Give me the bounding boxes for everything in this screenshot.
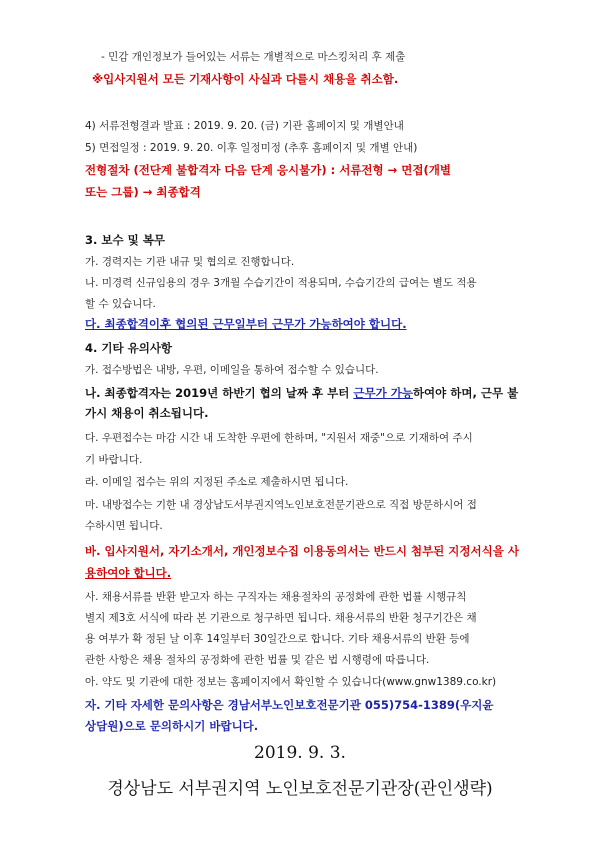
notice-item-ba-line1: 바. 입사지원서, 자기소개서, 개인정보수집 이용동의서는 반드시 첨부된 지정서식을 사 — [85, 544, 519, 558]
notice-item-da-line2: 기 바랍니다. — [85, 454, 143, 466]
notice-item-sa-line3: 용 여부가 확 정된 날 이후 14일부터 30일간으로 합니다. 기타 채용서류의 반환 등에 — [85, 633, 470, 645]
contact-info-line2: 상담원)으로 문의하시기 바랍니다. — [85, 719, 259, 733]
notice-item-na-highlight: 근무가 가능 — [353, 386, 413, 400]
masking-note: - 민감 개인정보가 들어있는 서류는 개별적으로 마스킹처리 후 제출 — [101, 51, 406, 63]
notice-item-ra: 라. 이메일 접수는 위의 지정된 주소로 제출하시면 됩니다. — [85, 476, 349, 488]
notice-item-na-tail: 하여야 하며, 근무 불 — [412, 386, 519, 400]
notice-item-sa-line1: 사. 채용서류를 반환 받고자 하는 구직자는 채용절차의 공정화에 관한 법률 시행규칙 — [85, 591, 467, 603]
issuing-organization: 경상남도 서부권지역 노인보호전문기관장(관인생략) — [107, 779, 493, 799]
notice-item-na-line2: 가시 채용이 취소됩니다. — [85, 406, 209, 420]
interview-schedule: 5) 면접일정 : 2019. 9. 20. 이후 일정미정 (추후 홈페이지 및 개별 안내) — [85, 142, 418, 154]
notice-item-na-line1 — [85, 385, 518, 401]
announcement-date: 2019. 9. 3. — [254, 743, 346, 763]
notice-item-ma-line1: 마. 내방접수는 기한 내 경상남도서부권지역노인보호전문기관으로 직접 방문하시어 접 — [85, 499, 477, 511]
notice-item-a: 아. 약도 및 기관에 대한 정보는 홈페이지에서 확인할 수 있습니다(www.gnw1389.co.kr) — [85, 676, 497, 688]
notice-item-sa-line2: 별지 제3호 서식에 따라 본 기관으로 청구하면 됩니다. 채용서류의 반환 청구기간은 채 — [85, 612, 477, 624]
section-3-heading: 3. 보수 및 복무 — [85, 233, 165, 247]
selection-process-line2: 또는 그룹) → 최종합격 — [85, 185, 201, 199]
salary-item-na-line2: 할 수 있습니다. — [85, 298, 156, 310]
document-result-notice: 4) 서류전형결과 발표 : 2019. 9. 20. (금) 기관 홈페이지 및 개별안내 — [85, 120, 404, 132]
salary-item-na-line1: 나. 미경력 신규임용의 경우 3개월 수습기간이 적용되며, 수습기간의 급여는 별도 적용 — [85, 277, 477, 289]
salary-item-ga: 가. 경력지는 기관 내규 및 협의로 진행합니다. — [85, 256, 295, 268]
section-4-heading: 4. 기타 유의사항 — [85, 341, 173, 355]
notice-item-ga: 가. 접수방법은 내방, 우편, 이메일을 통하여 접수할 수 있습니다. — [85, 364, 379, 376]
notice-item-na-text: 나. 최종합격자는 2019년 하반기 협의 날짜 후 부터 — [85, 386, 354, 400]
false-info-warning: ※입사지원서 모든 기재사항이 사실과 다를시 채용을 취소함. — [92, 72, 399, 86]
notice-item-da-line1: 다. 우편접수는 마감 시간 내 도착한 우편에 한하며, "지원서 재중"으로 기재하여 주시 — [85, 432, 473, 444]
salary-item-da: 다. 최종합격이후 협의된 근무일부터 근무가 가능하여야 합니다. — [85, 317, 407, 331]
contact-info-line1: 자. 기타 자세한 문의사항은 경남서부노인보호전문기관 055)754-1389(우지윤 — [85, 698, 494, 712]
selection-process-line1: 전형절차 (전단계 불합격자 다음 단계 응시불가) : 서류전형 → 면접(개별 — [85, 163, 451, 177]
notice-item-ba-line2: 용하여야 합니다. — [85, 566, 172, 580]
notice-item-sa-line4: 관한 사항은 채용 절차의 공정화에 관한 법률 및 같은 법 시행령에 따릅니다. — [85, 654, 430, 666]
notice-item-ma-line2: 수하시면 됩니다. — [85, 520, 163, 532]
